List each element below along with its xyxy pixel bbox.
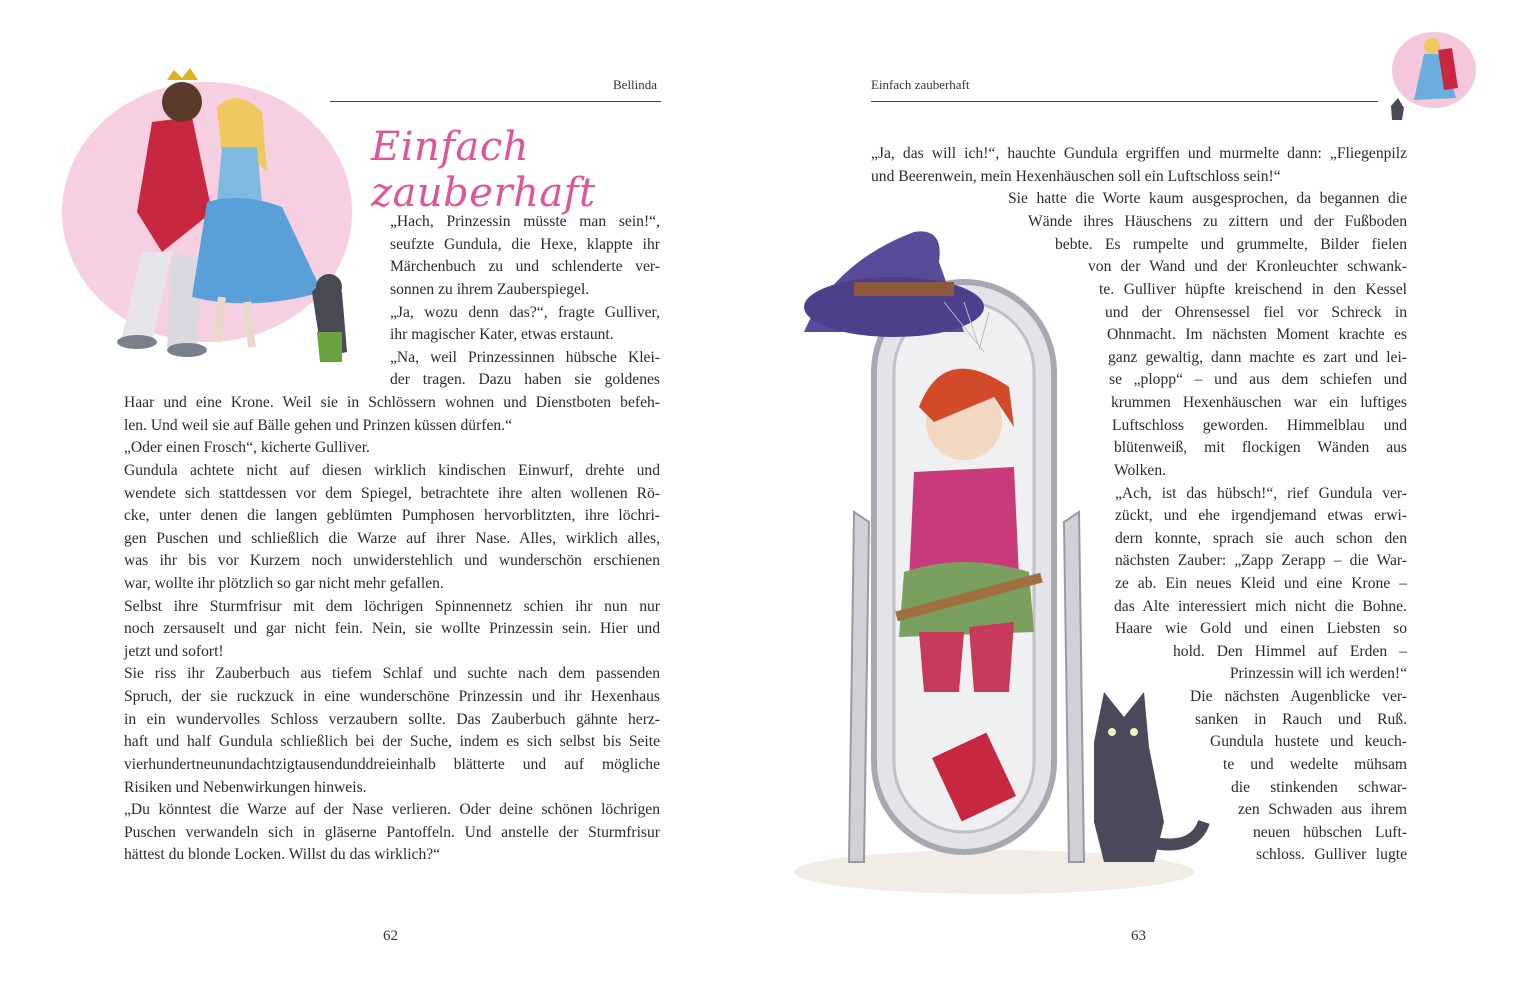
text-line: „Ach, ist das hübsch!“, rief Gundula ver- (1115, 485, 1407, 502)
text-line: len. Und weil sie auf Bälle gehen und Prinzen küssen dürfen.“ (124, 417, 513, 434)
text-line: te. Gulliver hüpfte kreischend in den Kessel (1099, 281, 1407, 298)
text-line: Spruch, der sie ruckzuck in eine wunderschöne Prinzessin und ihr Hexenhaus (124, 688, 660, 705)
text-line: „Ja, das will ich!“, hauchte Gundula ergriffen und murmelte dann: „Fliegenpilz (871, 145, 1407, 162)
text-line: haft und half Gundula schließlich bei der Suche, indem es sich selbst bis Seite (124, 733, 660, 750)
text-line: der tragen. Dazu haben sie goldenes (390, 371, 660, 388)
text-line: blütenweiß, mit flockigen Wänden aus (1114, 439, 1407, 456)
text-line: jetzt und sofort! (124, 643, 224, 660)
text-line: das Alte interessiert mich nicht die Bohne. (1114, 598, 1407, 615)
text-line: dern konnte, sprach sie auch schon den (1115, 530, 1407, 547)
text-line: neuen hübschen Luft- (1253, 824, 1407, 841)
chapter-title: Einfach zauberhaft (371, 124, 596, 216)
text-line: in ein wundervolles Schloss verzaubern sollte. Das Zauberbuch gähnte herz- (124, 711, 660, 728)
text-line: war, wollte ihr plötzlich so gar nicht mehr gefallen. (124, 575, 444, 592)
text-line: ze ab. Ein neues Kleid und eine Krone – (1115, 575, 1407, 592)
text-line: hättest du blonde Locken. Willst du das wirklich?“ (124, 846, 441, 863)
text-line: Risiken und Nebenwirkungen hinweis. (124, 779, 367, 796)
text-line: Gundula achtete nicht auf diesen wirklich kindischen Einwurf, drehte und (124, 462, 660, 479)
text-line: zückt, und ehe irgendjemand etwas erwi- (1115, 507, 1407, 524)
text-line: „Ja, wozu denn das?“, fragte Gulliver, (390, 304, 660, 321)
text-line: und Beerenwein, mein Hexenhäuschen soll ein Luftschloss sein!“ (871, 168, 1281, 185)
text-line: Wolken. (1114, 462, 1167, 479)
text-line: Ohnmacht. Im nächsten Moment krachte es (1107, 326, 1407, 343)
text-line: nächsten Zauber: „Zapp Zerapp – die War- (1115, 552, 1407, 569)
text-line: „Hach, Prinzessin müsste man sein!“, (390, 213, 660, 230)
text-line: „Na, weil Prinzessinnen hübsche Klei- (390, 349, 660, 366)
text-line: von der Wand und der Kronleuchter schwank- (1088, 258, 1407, 275)
prince-dancing-with-princess-and-cat-illustration (42, 62, 372, 382)
text-line: sanken in Rauch und Ruß. (1195, 711, 1407, 728)
text-line: Wände ihres Häuschens zu zittern und der Fußboden (1028, 213, 1407, 230)
text-line: Gundula hustete und keuch- (1210, 733, 1407, 750)
text-line: schloss. Gulliver lugte (1256, 846, 1407, 863)
text-line: was ihr bis vor Kurzem noch unwiderstehlich und wunderschön erschienen (124, 552, 660, 569)
text-line: hold. Den Himmel auf Erden – (1173, 643, 1407, 660)
text-line: noch zersauselt und gar nicht fein. Nein, sie wollte Prinzessin sein. Hier und (124, 620, 660, 637)
text-line: die stinkenden schwar- (1231, 779, 1407, 796)
text-line: Die nächsten Augenblicke ver- (1190, 688, 1407, 705)
text-line: Luftschloss geworden. Himmelblau und (1112, 417, 1407, 434)
text-line: Selbst ihre Sturmfrisur mit dem löchrigen Spinnennetz schien ihr nun nur (124, 598, 660, 615)
page-number-right: 63 (1131, 928, 1146, 944)
text-line: Sie hatte die Worte kaum ausgesprochen, da begannen die (1008, 190, 1407, 207)
running-head-left: Bellinda (613, 77, 658, 92)
text-line: sonnen zu ihrem Zauberspiegel. (390, 281, 590, 298)
text-line: wendete sich stattdessen vor dem Spiegel, betrachtete ihre alten wollenen Rö- (124, 485, 660, 502)
running-head-right: Einfach zauberhaft (871, 77, 970, 92)
text-line: vierhundertneunundachtzigtausendunddreieinhalb blätterte und auf mögliche (124, 756, 660, 773)
text-line: bebte. Es rumpelte und grummelte, Bilder fielen (1055, 236, 1407, 253)
text-line: te und wedelte mühsam (1223, 756, 1407, 773)
text-line: Haar und eine Krone. Weil sie in Schlössern wohnen und Dienstboten befeh- (124, 394, 660, 411)
header-rule-right (871, 101, 1378, 102)
text-line: „Du könntest die Warze auf der Nase verlieren. Oder deine schönen löchrigen (124, 801, 660, 818)
text-line: ganz gewaltig, dann machte es zart und lei- (1108, 349, 1407, 366)
text-line: „Oder einen Frosch“, kicherte Gulliver. (124, 439, 370, 456)
text-line: Haare wie Gold und einen Liebsten so (1115, 620, 1407, 637)
text-line: cke, unter denen die langen geblümten Pumphosen hervorblitzten, ihre löchri- (124, 507, 660, 524)
text-line: ihr magischer Kater, etwas erstaunt. (390, 326, 614, 343)
header-rule-left (330, 101, 661, 102)
text-line: seufzte Gundula, die Hexe, klappte ihr (390, 236, 660, 253)
text-line: krummen Hexenhäuschen war ein luftiges (1111, 394, 1407, 411)
text-line: Puschen verwandeln sich in gläserne Pantoffeln. Und anstelle der Sturmfrisur (124, 824, 660, 841)
text-line: gen Puschen und schließlich die Warze auf ihrer Nase. Alles, wirklich alles, (124, 530, 660, 547)
page-number-left: 62 (383, 928, 398, 944)
text-line: Sie riss ihr Zauberbuch aus tiefem Schlaf und suchte nach dem passenden (124, 665, 660, 682)
dancing-couple-thumbnail-illustration (1386, 28, 1478, 123)
text-line: Märchenbuch zu und schlenderte ver- (390, 258, 660, 275)
text-line: se „plopp“ – und aus dem schiefen und (1109, 371, 1407, 388)
text-line: zen Schwaden aus ihrem (1238, 801, 1407, 818)
right-page (766, 0, 1532, 1000)
text-line: und der Ohrensessel fiel vor Schreck in (1105, 304, 1407, 321)
text-line: Prinzessin will ich werden!“ (1229, 665, 1407, 682)
